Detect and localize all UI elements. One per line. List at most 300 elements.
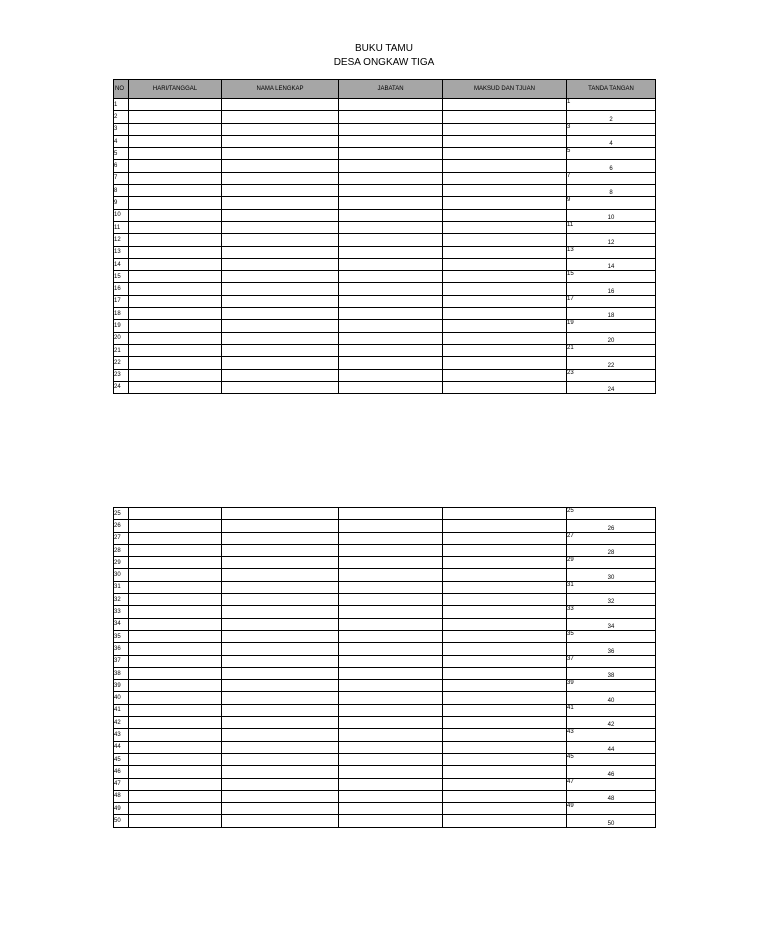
name-cell[interactable] xyxy=(222,111,339,123)
purpose-cell[interactable] xyxy=(443,803,567,815)
purpose-cell[interactable] xyxy=(443,295,567,307)
position-cell[interactable] xyxy=(339,704,443,716)
date-cell[interactable] xyxy=(129,630,222,642)
purpose-cell[interactable] xyxy=(443,741,567,753)
purpose-cell[interactable] xyxy=(443,99,567,111)
signature-cell[interactable]: 8 xyxy=(567,185,656,197)
name-cell[interactable] xyxy=(222,692,339,704)
row-number: 14 xyxy=(114,258,129,270)
purpose-cell[interactable] xyxy=(443,283,567,295)
row-number: 9 xyxy=(114,197,129,209)
row-number: 37 xyxy=(114,655,129,667)
table-row xyxy=(114,606,656,618)
name-cell[interactable] xyxy=(222,729,339,741)
signature-cell[interactable]: 21 xyxy=(567,344,656,356)
name-cell[interactable] xyxy=(222,271,339,283)
table-row xyxy=(114,680,656,692)
date-cell[interactable] xyxy=(129,99,222,111)
signature-cell[interactable]: 6 xyxy=(567,160,656,172)
signature-cell[interactable]: 45 xyxy=(567,753,656,765)
name-cell[interactable] xyxy=(222,135,339,147)
position-cell[interactable] xyxy=(339,283,443,295)
date-cell[interactable] xyxy=(129,258,222,270)
table-row xyxy=(114,741,656,753)
name-cell[interactable] xyxy=(222,123,339,135)
position-cell[interactable] xyxy=(339,692,443,704)
position-cell[interactable] xyxy=(339,148,443,160)
position-cell[interactable] xyxy=(339,135,443,147)
date-cell[interactable] xyxy=(129,209,222,221)
signature-cell[interactable]: 47 xyxy=(567,778,656,790)
position-cell[interactable] xyxy=(339,790,443,802)
name-cell[interactable] xyxy=(222,283,339,295)
date-cell[interactable] xyxy=(129,569,222,581)
name-cell[interactable] xyxy=(222,618,339,630)
row-number: 18 xyxy=(114,308,129,320)
signature-cell[interactable]: 42 xyxy=(567,717,656,729)
position-cell[interactable] xyxy=(339,643,443,655)
name-cell[interactable] xyxy=(222,790,339,802)
date-cell[interactable] xyxy=(129,234,222,246)
name-cell[interactable] xyxy=(222,704,339,716)
row-number: 25 xyxy=(114,508,129,520)
date-cell[interactable] xyxy=(129,544,222,556)
name-cell[interactable] xyxy=(222,778,339,790)
purpose-cell[interactable] xyxy=(443,753,567,765)
date-cell[interactable] xyxy=(129,320,222,332)
purpose-cell[interactable] xyxy=(443,221,567,233)
position-cell[interactable] xyxy=(339,655,443,667)
name-cell[interactable] xyxy=(222,815,339,827)
position-cell[interactable] xyxy=(339,209,443,221)
table-row xyxy=(114,111,656,123)
purpose-cell[interactable] xyxy=(443,569,567,581)
purpose-cell[interactable] xyxy=(443,790,567,802)
name-cell[interactable] xyxy=(222,717,339,729)
name-cell[interactable] xyxy=(222,569,339,581)
purpose-cell[interactable] xyxy=(443,111,567,123)
name-cell[interactable] xyxy=(222,209,339,221)
signature-cell[interactable]: 43 xyxy=(567,729,656,741)
signature-cell[interactable]: 24 xyxy=(567,381,656,393)
position-cell[interactable] xyxy=(339,197,443,209)
name-cell[interactable] xyxy=(222,508,339,520)
date-cell[interactable] xyxy=(129,753,222,765)
table-row xyxy=(114,123,656,135)
position-cell[interactable] xyxy=(339,753,443,765)
table-row xyxy=(114,803,656,815)
position-cell[interactable] xyxy=(339,369,443,381)
purpose-cell[interactable] xyxy=(443,557,567,569)
purpose-cell[interactable] xyxy=(443,185,567,197)
purpose-cell[interactable] xyxy=(443,123,567,135)
guest-book-table-page-section-1 xyxy=(113,79,656,394)
name-cell[interactable] xyxy=(222,766,339,778)
table-row xyxy=(114,704,656,716)
date-cell[interactable] xyxy=(129,557,222,569)
name-cell[interactable] xyxy=(222,172,339,184)
purpose-cell[interactable] xyxy=(443,197,567,209)
signature-cell[interactable]: 2 xyxy=(567,111,656,123)
header-name: NAMA LENGKAP xyxy=(222,80,339,99)
row-number: 48 xyxy=(114,790,129,802)
date-cell[interactable] xyxy=(129,381,222,393)
position-cell[interactable] xyxy=(339,815,443,827)
table-row xyxy=(114,557,656,569)
signature-cell[interactable]: 5 xyxy=(567,148,656,160)
signature-cell[interactable]: 37 xyxy=(567,655,656,667)
signature-cell[interactable]: 30 xyxy=(567,569,656,581)
name-cell[interactable] xyxy=(222,148,339,160)
signature-cell[interactable]: 23 xyxy=(567,369,656,381)
date-cell[interactable] xyxy=(129,667,222,679)
name-cell[interactable] xyxy=(222,655,339,667)
position-cell[interactable] xyxy=(339,160,443,172)
signature-cell[interactable]: 31 xyxy=(567,581,656,593)
purpose-cell[interactable] xyxy=(443,246,567,258)
purpose-cell[interactable] xyxy=(443,532,567,544)
signature-cell[interactable]: 38 xyxy=(567,667,656,679)
position-cell[interactable] xyxy=(339,221,443,233)
signature-cell[interactable]: 4 xyxy=(567,135,656,147)
position-cell[interactable] xyxy=(339,606,443,618)
signature-cell[interactable]: 11 xyxy=(567,221,656,233)
row-number: 7 xyxy=(114,172,129,184)
row-number: 44 xyxy=(114,741,129,753)
date-cell[interactable] xyxy=(129,172,222,184)
purpose-cell[interactable] xyxy=(443,581,567,593)
signature-cell[interactable]: 50 xyxy=(567,815,656,827)
name-cell[interactable] xyxy=(222,320,339,332)
purpose-cell[interactable] xyxy=(443,332,567,344)
row-number: 42 xyxy=(114,717,129,729)
name-cell[interactable] xyxy=(222,532,339,544)
signature-cell[interactable]: 22 xyxy=(567,357,656,369)
date-cell[interactable] xyxy=(129,135,222,147)
date-cell[interactable] xyxy=(129,766,222,778)
purpose-cell[interactable] xyxy=(443,209,567,221)
purpose-cell[interactable] xyxy=(443,258,567,270)
date-cell[interactable] xyxy=(129,643,222,655)
purpose-cell[interactable] xyxy=(443,655,567,667)
position-cell[interactable] xyxy=(339,185,443,197)
position-cell[interactable] xyxy=(339,717,443,729)
name-cell[interactable] xyxy=(222,680,339,692)
date-cell[interactable] xyxy=(129,790,222,802)
name-cell[interactable] xyxy=(222,332,339,344)
purpose-cell[interactable] xyxy=(443,766,567,778)
name-cell[interactable] xyxy=(222,221,339,233)
name-cell[interactable] xyxy=(222,381,339,393)
signature-cell[interactable]: 39 xyxy=(567,680,656,692)
purpose-cell[interactable] xyxy=(443,606,567,618)
purpose-cell[interactable] xyxy=(443,148,567,160)
purpose-cell[interactable] xyxy=(443,680,567,692)
signature-cell[interactable]: 27 xyxy=(567,532,656,544)
name-cell[interactable] xyxy=(222,246,339,258)
purpose-cell[interactable] xyxy=(443,643,567,655)
name-cell[interactable] xyxy=(222,357,339,369)
signature-cell[interactable]: 35 xyxy=(567,630,656,642)
date-cell[interactable] xyxy=(129,160,222,172)
header-no: NO xyxy=(114,80,129,99)
table-header-row xyxy=(114,80,656,99)
signature-cell[interactable]: 49 xyxy=(567,803,656,815)
signature-cell[interactable]: 20 xyxy=(567,332,656,344)
purpose-cell[interactable] xyxy=(443,544,567,556)
row-number: 8 xyxy=(114,185,129,197)
header-purpose: MAKSUD DAN TJUAN xyxy=(443,80,567,99)
purpose-cell[interactable] xyxy=(443,717,567,729)
signature-cell[interactable]: 44 xyxy=(567,741,656,753)
purpose-cell[interactable] xyxy=(443,618,567,630)
date-cell[interactable] xyxy=(129,692,222,704)
name-cell[interactable] xyxy=(222,197,339,209)
name-cell[interactable] xyxy=(222,344,339,356)
signature-cell[interactable]: 19 xyxy=(567,320,656,332)
signature-cell[interactable]: 46 xyxy=(567,766,656,778)
header-signature: TANDA TANGAN xyxy=(567,80,656,99)
signature-cell[interactable]: 14 xyxy=(567,258,656,270)
position-cell[interactable] xyxy=(339,557,443,569)
purpose-cell[interactable] xyxy=(443,135,567,147)
position-cell[interactable] xyxy=(339,234,443,246)
position-cell[interactable] xyxy=(339,320,443,332)
position-cell[interactable] xyxy=(339,803,443,815)
position-cell[interactable] xyxy=(339,271,443,283)
row-number: 28 xyxy=(114,544,129,556)
name-cell[interactable] xyxy=(222,594,339,606)
row-number: 17 xyxy=(114,295,129,307)
name-cell[interactable] xyxy=(222,295,339,307)
table-row xyxy=(114,357,656,369)
name-cell[interactable] xyxy=(222,753,339,765)
signature-cell[interactable]: 10 xyxy=(567,209,656,221)
position-cell[interactable] xyxy=(339,172,443,184)
position-cell[interactable] xyxy=(339,99,443,111)
name-cell[interactable] xyxy=(222,369,339,381)
position-cell[interactable] xyxy=(339,357,443,369)
table-row xyxy=(114,544,656,556)
row-number: 47 xyxy=(114,778,129,790)
position-cell[interactable] xyxy=(339,544,443,556)
date-cell[interactable] xyxy=(129,815,222,827)
position-cell[interactable] xyxy=(339,667,443,679)
table-row xyxy=(114,729,656,741)
purpose-cell[interactable] xyxy=(443,520,567,532)
name-cell[interactable] xyxy=(222,803,339,815)
row-number: 2 xyxy=(114,111,129,123)
date-cell[interactable] xyxy=(129,246,222,258)
purpose-cell[interactable] xyxy=(443,594,567,606)
date-cell[interactable] xyxy=(129,344,222,356)
purpose-cell[interactable] xyxy=(443,692,567,704)
purpose-cell[interactable] xyxy=(443,344,567,356)
table-row xyxy=(114,148,656,160)
date-cell[interactable] xyxy=(129,618,222,630)
date-cell[interactable] xyxy=(129,729,222,741)
header-position: JABATAN xyxy=(339,80,443,99)
date-cell[interactable] xyxy=(129,185,222,197)
position-cell[interactable] xyxy=(339,581,443,593)
signature-cell[interactable]: 29 xyxy=(567,557,656,569)
position-cell[interactable] xyxy=(339,246,443,258)
table-row xyxy=(114,717,656,729)
position-cell[interactable] xyxy=(339,295,443,307)
purpose-cell[interactable] xyxy=(443,381,567,393)
table-row xyxy=(114,594,656,606)
date-cell[interactable] xyxy=(129,594,222,606)
purpose-cell[interactable] xyxy=(443,308,567,320)
position-cell[interactable] xyxy=(339,111,443,123)
date-cell[interactable] xyxy=(129,704,222,716)
name-cell[interactable] xyxy=(222,667,339,679)
position-cell[interactable] xyxy=(339,594,443,606)
date-cell[interactable] xyxy=(129,520,222,532)
row-number: 46 xyxy=(114,766,129,778)
purpose-cell[interactable] xyxy=(443,160,567,172)
purpose-cell[interactable] xyxy=(443,815,567,827)
position-cell[interactable] xyxy=(339,766,443,778)
name-cell[interactable] xyxy=(222,185,339,197)
signature-cell[interactable]: 25 xyxy=(567,508,656,520)
date-cell[interactable] xyxy=(129,283,222,295)
name-cell[interactable] xyxy=(222,520,339,532)
date-cell[interactable] xyxy=(129,221,222,233)
name-cell[interactable] xyxy=(222,308,339,320)
signature-cell[interactable]: 13 xyxy=(567,246,656,258)
date-cell[interactable] xyxy=(129,778,222,790)
position-cell[interactable] xyxy=(339,778,443,790)
name-cell[interactable] xyxy=(222,741,339,753)
position-cell[interactable] xyxy=(339,569,443,581)
date-cell[interactable] xyxy=(129,508,222,520)
position-cell[interactable] xyxy=(339,308,443,320)
signature-cell[interactable]: 12 xyxy=(567,234,656,246)
purpose-cell[interactable] xyxy=(443,271,567,283)
row-number: 6 xyxy=(114,160,129,172)
signature-cell[interactable]: 9 xyxy=(567,197,656,209)
purpose-cell[interactable] xyxy=(443,729,567,741)
name-cell[interactable] xyxy=(222,234,339,246)
signature-cell[interactable]: 41 xyxy=(567,704,656,716)
purpose-cell[interactable] xyxy=(443,320,567,332)
position-cell[interactable] xyxy=(339,258,443,270)
purpose-cell[interactable] xyxy=(443,172,567,184)
date-cell[interactable] xyxy=(129,295,222,307)
position-cell[interactable] xyxy=(339,381,443,393)
signature-cell[interactable]: 15 xyxy=(567,271,656,283)
row-number: 4 xyxy=(114,135,129,147)
name-cell[interactable] xyxy=(222,258,339,270)
date-cell[interactable] xyxy=(129,680,222,692)
table-row xyxy=(114,172,656,184)
signature-cell[interactable]: 36 xyxy=(567,643,656,655)
name-cell[interactable] xyxy=(222,581,339,593)
signature-cell[interactable]: 18 xyxy=(567,308,656,320)
position-cell[interactable] xyxy=(339,344,443,356)
row-number: 49 xyxy=(114,803,129,815)
name-cell[interactable] xyxy=(222,606,339,618)
date-cell[interactable] xyxy=(129,197,222,209)
purpose-cell[interactable] xyxy=(443,667,567,679)
date-cell[interactable] xyxy=(129,308,222,320)
position-cell[interactable] xyxy=(339,332,443,344)
signature-cell[interactable]: 34 xyxy=(567,618,656,630)
row-number: 20 xyxy=(114,332,129,344)
position-cell[interactable] xyxy=(339,520,443,532)
table-row xyxy=(114,160,656,172)
signature-cell[interactable]: 33 xyxy=(567,606,656,618)
position-cell[interactable] xyxy=(339,680,443,692)
table-row xyxy=(114,532,656,544)
purpose-cell[interactable] xyxy=(443,508,567,520)
purpose-cell[interactable] xyxy=(443,704,567,716)
date-cell[interactable] xyxy=(129,581,222,593)
purpose-cell[interactable] xyxy=(443,369,567,381)
purpose-cell[interactable] xyxy=(443,357,567,369)
signature-cell[interactable]: 26 xyxy=(567,520,656,532)
name-cell[interactable] xyxy=(222,544,339,556)
row-number: 19 xyxy=(114,320,129,332)
position-cell[interactable] xyxy=(339,741,443,753)
purpose-cell[interactable] xyxy=(443,778,567,790)
purpose-cell[interactable] xyxy=(443,630,567,642)
signature-cell[interactable]: 1 xyxy=(567,99,656,111)
date-cell[interactable] xyxy=(129,111,222,123)
signature-cell[interactable]: 28 xyxy=(567,544,656,556)
position-cell[interactable] xyxy=(339,508,443,520)
date-cell[interactable] xyxy=(129,148,222,160)
position-cell[interactable] xyxy=(339,123,443,135)
date-cell[interactable] xyxy=(129,717,222,729)
date-cell[interactable] xyxy=(129,741,222,753)
position-cell[interactable] xyxy=(339,729,443,741)
date-cell[interactable] xyxy=(129,655,222,667)
date-cell[interactable] xyxy=(129,271,222,283)
signature-cell[interactable]: 16 xyxy=(567,283,656,295)
row-number: 39 xyxy=(114,680,129,692)
date-cell[interactable] xyxy=(129,606,222,618)
position-cell[interactable] xyxy=(339,618,443,630)
signature-cell[interactable]: 40 xyxy=(567,692,656,704)
name-cell[interactable] xyxy=(222,557,339,569)
date-cell[interactable] xyxy=(129,357,222,369)
date-cell[interactable] xyxy=(129,532,222,544)
position-cell[interactable] xyxy=(339,630,443,642)
date-cell[interactable] xyxy=(129,123,222,135)
signature-cell[interactable]: 48 xyxy=(567,790,656,802)
signature-cell[interactable]: 7 xyxy=(567,172,656,184)
name-cell[interactable] xyxy=(222,99,339,111)
table-row xyxy=(114,655,656,667)
table-row xyxy=(114,295,656,307)
purpose-cell[interactable] xyxy=(443,234,567,246)
signature-cell[interactable]: 3 xyxy=(567,123,656,135)
signature-cell[interactable]: 17 xyxy=(567,295,656,307)
date-cell[interactable] xyxy=(129,803,222,815)
signature-cell[interactable]: 32 xyxy=(567,594,656,606)
name-cell[interactable] xyxy=(222,643,339,655)
date-cell[interactable] xyxy=(129,332,222,344)
position-cell[interactable] xyxy=(339,532,443,544)
date-cell[interactable] xyxy=(129,369,222,381)
table-row xyxy=(114,815,656,827)
name-cell[interactable] xyxy=(222,630,339,642)
table-row xyxy=(114,344,656,356)
name-cell[interactable] xyxy=(222,160,339,172)
table-row xyxy=(114,185,656,197)
